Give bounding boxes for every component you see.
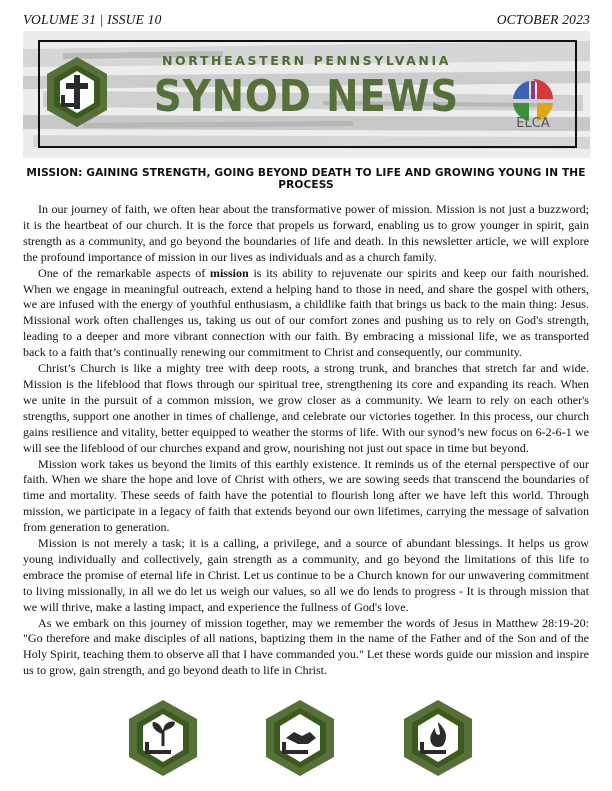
newsletter-banner: [23, 31, 590, 158]
paragraph-text: is its ability to rejuvenate our spirits and keep our faith nourished. When we engage in meaningful outreach, extend a helping hand to those in need, and share the gospel with others, we are infused with the energy of youthful enthusiasm, a childlike faith that brings us back to the main thing: Jesus. Missional work often challenges us, taking us out of our comfort zones and pushing us to rely on God's strength, leading to a deeper and more vibrant connection with our faith. By embracing a missional life, we as transported back to a faith that’s continually renewing our commitment to Christ and consequently, our community.: [23, 265, 589, 360]
sprout-hand-icon: [127, 698, 199, 778]
article-paragraph: As we embark on this journey of mission together, may we remember the words of Jesus in Matthew 28:19-20: "Go therefore and make disciples of all nations, baptizing them in the name of the Father and of the Son and of the Holy Spirit, teaching them to observe all that I have commanded you." Let these words guide our mission and inspire us to grow, gain strength, and go beyond death to life in Christ.: [23, 615, 589, 678]
volume-issue: VOLUME 31 | ISSUE 10: [23, 12, 162, 27]
issue-date: OCTOBER 2023: [496, 12, 590, 27]
article-body: [23, 202, 589, 679]
article-paragraph: In our journey of faith, we often hear about the transformative power of mission. Mission is not just a buzzword; it is the heartbeat of our church. It is the force that propels us forward, enabling us to grow younger in spirit, gain strength as a community, and go beyond the boundaries of life and death. In this newsletter article, we will explore the profound importance of mission in our lives as individuals and as a church family.: [23, 202, 589, 264]
article-paragraph: [23, 266, 589, 361]
flame-hand-icon: [402, 698, 474, 778]
handshake-icon: [264, 698, 336, 778]
banner-subtitle: NORTHEASTERN PENNSYLVANIA: [161, 53, 452, 68]
footer-icons: [0, 698, 612, 778]
paragraph-text: One of the remarkable aspects of: [38, 265, 210, 280]
elca-label: ELCA: [516, 116, 550, 131]
masthead-line: [23, 12, 590, 32]
article-paragraph: Christ’s Church is like a mighty tree with deep roots, a strong trunk, and branches that stretch far and wide. Mission is the lifeblood that flows through our spiritual tree, strengthening its core and expanding its reach. When we unite in the pursuit of a common mission, we grow closer as a community. We learn to rely on each other's strengths, support one another in times of challenge, and celebrate our victories together. In this process, our church gains resilience and vitality, better equipped to weather the storms of life. With our synod’s new focus on 6-2-6-1 we will see the lifeblood of our churches expand and grow, nourishing not just out space in time but beyond.: [23, 361, 589, 455]
banner-title: SYNOD NEWS: [153, 71, 460, 122]
emphasis-mission: mission: [209, 265, 249, 280]
article-paragraph: Mission work takes us beyond the limits of this earthly existence. It reminds us of the eternal perspective of our faith. When we share the hope and love of Christ with others, we are sowing seeds that transcend the boundaries of time and mortality. These seeds of faith have the potential to flourish long after we have left this world. Through mission, we participate in a legacy of faith that extends beyond our own lifetimes, carrying the message of salvation from generation to generation.: [23, 456, 589, 535]
article-paragraph: Mission is not merely a task; it is a calling, a privilege, and a source of abundant blessings. It helps us grow young individually and collectively, gain strength as a community, and go beyond the limitations of this life to embrace the promise of eternal life in Christ. Let us continue to be a Church known for our unwavering commitment to living missionally, in all we do let us weigh our values, so all we do lends to progress - It is through mission that we will thrive, make a lasting impact, and experience the fullness of God's love.: [23, 536, 589, 614]
article-headline: MISSION: GAINING STRENGTH, GOING BEYOND DEATH TO LIFE AND GROWING YOUNG IN THE PROCESS: [26, 167, 586, 191]
